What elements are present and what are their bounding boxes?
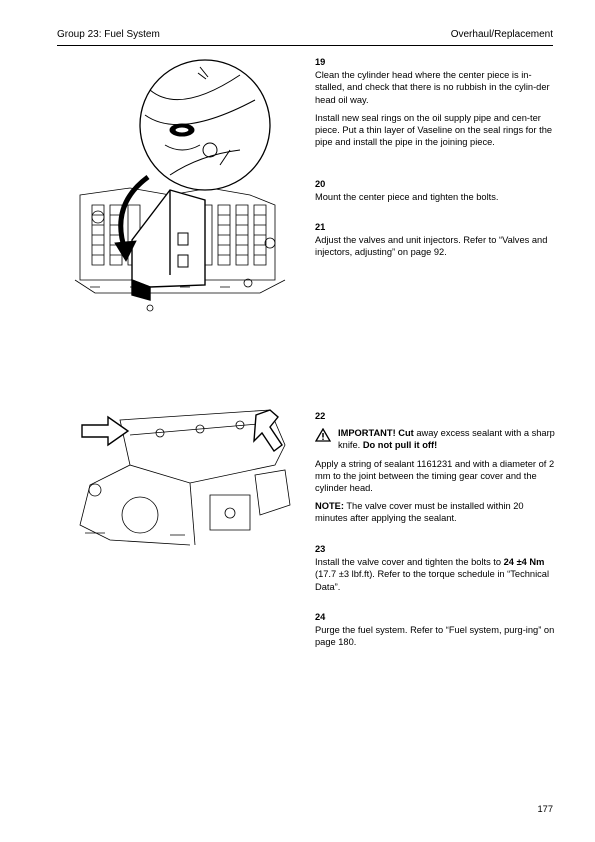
step-text [315,556,555,593]
warning-cut: Cut [398,428,414,439]
step-number: 22 [315,411,326,421]
step-text: Apply a string of sealant 1161231 and with a diameter of 2 mm to the joint between the timing gear cover and the cylinder head. [315,458,555,494]
engine-center-piece-illustration [70,55,295,325]
step-23 [315,543,555,599]
step-text-after: (17.7 ±3 lbf.ft). Refer to the torque schedule in “Technical Data”. [315,569,550,592]
page-header [57,28,553,46]
step-19 [315,56,555,154]
step-20 [315,178,555,209]
step-text: Install new seal rings on the oil supply pipe and cen-ter piece. Put a thin layer of Vaseline on the seal rings for the pipe and install the pipe in the joining piece. [315,112,553,148]
step-text: Mount the center piece and tighten the bolts. [315,192,499,203]
step-number: 20 [315,179,326,189]
step-text: Adjust the valves and unit injectors. Refer to “Valves and injectors, adjusting” on page 92. [315,235,548,258]
warning-body: away excess sealant with a sharp knife. [338,428,555,451]
note [315,500,555,524]
warning-label: IMPORTANT! [338,428,396,439]
warning-emphasis: Do not pull it off! [362,440,438,451]
warning-triangle-icon [315,428,331,442]
page-number: 177 [537,804,553,814]
step-number: 19 [315,57,326,67]
important-warning [315,427,555,451]
note-label: NOTE: [315,501,344,512]
header-chapter-title: Overhaul/Replacement [450,29,553,40]
step-text: Purge the fuel system. Refer to “Fuel system, purg-ing” on page 180. [315,625,555,648]
step-number: 23 [315,544,326,554]
step-24 [315,611,555,655]
step-number: 24 [315,612,326,622]
note-text: The valve cover must be installed within 20 minutes after applying the sealant. [315,501,524,524]
warning-text [338,427,555,451]
step-text: Clean the cylinder head where the center piece is in-stalled, and check that there is no rubbish in the cylin-der head oil way. [315,70,550,105]
header-section-title: Group 23: Fuel System [57,29,160,40]
step-number: 21 [315,222,326,232]
torque-value: 24 ±4 Nm [503,557,545,568]
step-text-before: Install the valve cover and tighten the bolts to [315,557,504,568]
step-22 [315,410,555,531]
step-21 [315,221,555,265]
valve-cover-sealant-illustration [70,405,295,555]
